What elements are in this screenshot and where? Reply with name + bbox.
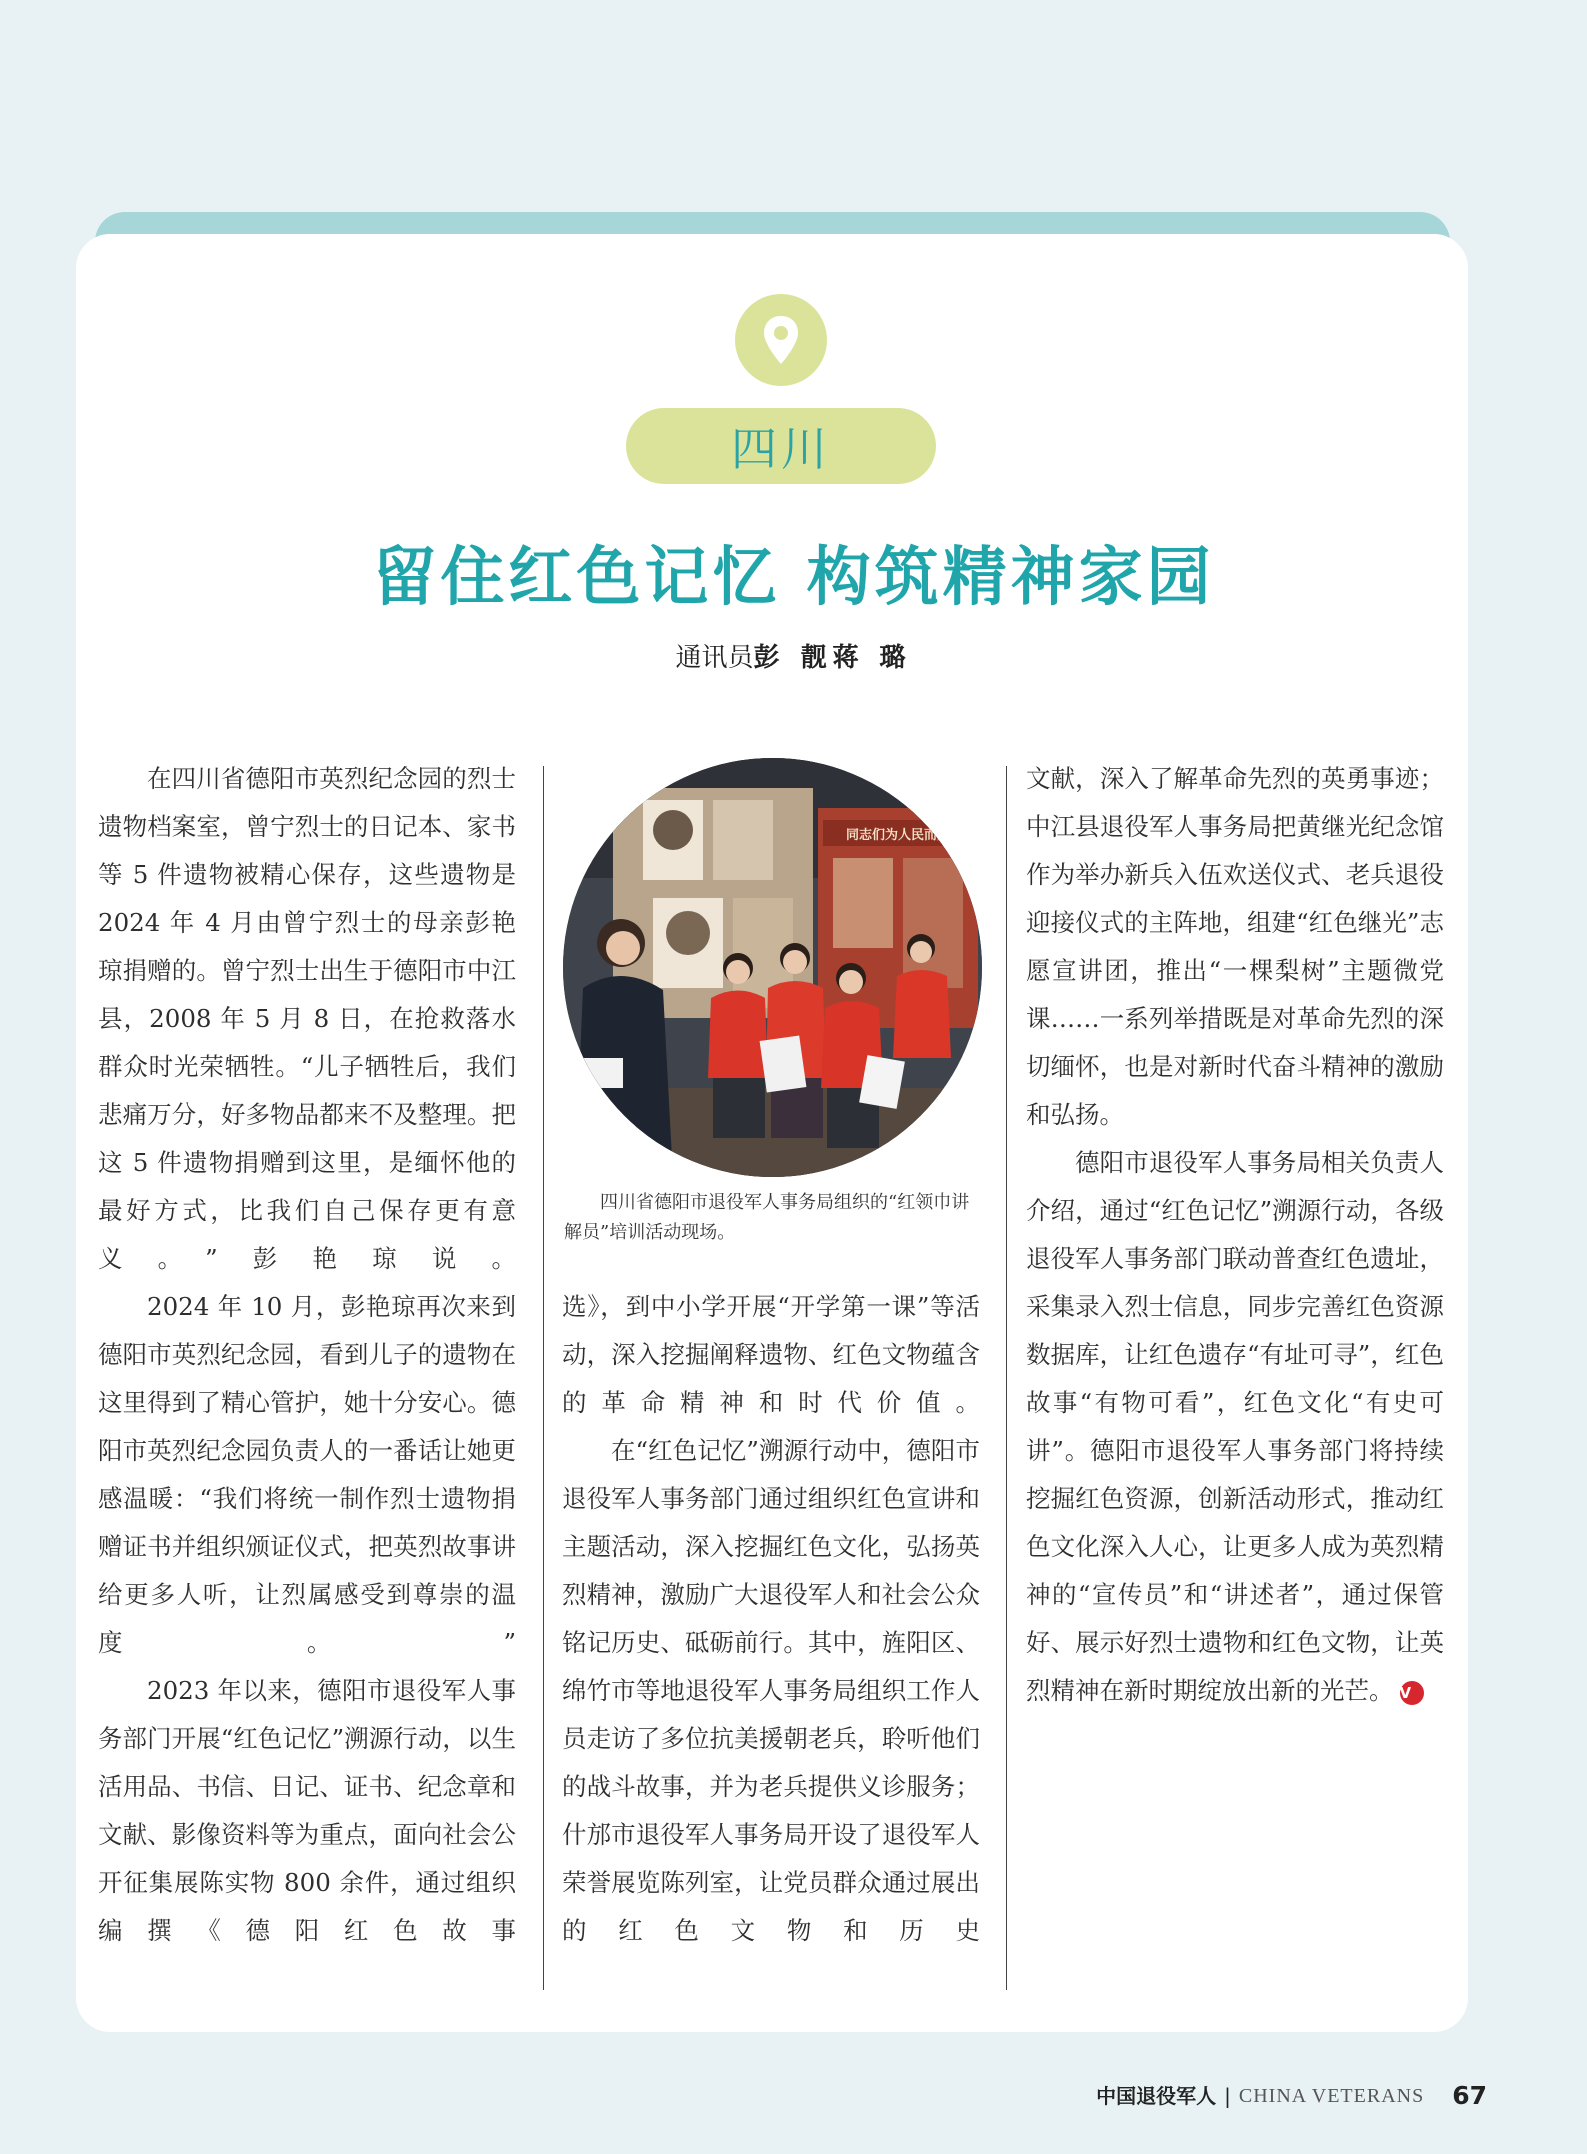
magazine-name-cn: 中国退役军人 (1096, 2084, 1217, 2108)
paragraph: 在“红色记忆”溯源行动中，德阳市退役军人事务部门通过组织红色宣讲和主题活动，深入挖掘红色文化，弘扬英烈精神，激励广大退役军人和社会公众铭记历史、砥砺前行。其中，旌阳区、绵竹市等地退役军人事务局组织工作人员走访了多位抗美援朝老兵，聆听他们的战斗故事，并为老兵提供义诊服务；什邡市退役军人事务局开设了退役军人荣誉展览陈列室，让党员群众通过展出的红色文物和历史 (562, 1436, 980, 1945)
location-pin-badge (735, 294, 827, 386)
column-divider (1006, 766, 1007, 1990)
byline (0, 636, 1587, 680)
byline-role: 通讯员 (675, 643, 754, 673)
paragraph: 2024 年 10 月，彭艳琼再次来到德阳市英烈纪念园，看到儿子的遗物在这里得到了精心管护，她十分安心。德阳市英烈纪念园负责人的一番话让她更感温暖：“我们将统一制作烈士遗物捐赠证书并组织颁证仪式，把英烈故事讲给更多人听，让烈属感受到尊崇的温度。” (98, 1292, 516, 1657)
paragraph: 在四川省德阳市英烈纪念园的烈士遗物档案室，曾宁烈士的日记本、家书等 5 件遗物被精心保存，这些遗物是 2024 年 4 月由曾宁烈士的母亲彭艳琼捐赠的。曾宁烈士出生于德阳市中江县，2008 年 5 月 8 日，在抢救落水群众时光荣牺牲。“儿子牺牲后，我们悲痛万分，好多物品都来不及整理。把这 5 件遗物捐赠到这里，是缅怀他的最好方式，比我们自己保存更有意义。”彭艳琼说。 (98, 764, 516, 1273)
article-title: 留住红色记忆 构筑精神家园 (372, 541, 1215, 615)
magazine-name-en: CHINA VETERANS (1238, 2085, 1425, 2107)
region-label: 四川 (626, 408, 936, 484)
paragraph: 文献，深入了解革命先烈的英勇事迹；中江县退役军人事务局把黄继光纪念馆作为举办新兵入伍欢送仪式、老兵退役迎接仪式的主阵地，组建“红色继光”志愿宣讲团，推出“一棵梨树”主题微党课……一系列举措既是对革命先烈的深切缅怀，也是对新时代奋斗精神的激励和弘扬。 (1026, 764, 1444, 1129)
column-divider (543, 766, 544, 1990)
byline-names: 彭 靓蒋 璐 (753, 643, 912, 673)
photo-caption: 四川省德阳市退役军人事务局组织的“红领巾讲解员”培训活动现场。 (564, 1192, 970, 1243)
paragraph: 选》，到中小学开展“开学第一课”等活动，深入挖掘阐释遗物、红色文物蕴含的革命精神和时代价值。 (562, 1292, 980, 1417)
photo-illustration (563, 758, 982, 1177)
page-footer (1096, 2076, 1487, 2116)
article-column-3 (1026, 755, 1444, 1715)
paragraph: 2023 年以来，德阳市退役军人事务部门开展“红色记忆”溯源行动，以生活用品、书信、日记、证书、纪念章和文献、影像资料等为重点，面向社会公开征集展陈实物 800 余件，通过组织编撰《德阳红色故事 (98, 1676, 516, 1945)
paragraph-text: 德阳市退役军人事务局相关负责人介绍，通过“红色记忆”溯源行动，各级退役军人事务部门联动普查红色遗址，采集录入烈士信息，同步完善红色资源数据库，让红色遗存“有址可寻”，红色故事“有物可看”，红色文化“有史可讲”。德阳市退役军人事务部门将持续挖掘红色资源，创新活动形式，推动红色文化深入人心，让更多人成为英烈精神的“宣传员”和“讲述者”，通过保管好、展示好烈士遗物和红色文物，让英烈精神在新时期绽放出新的光芒。 (1026, 1148, 1444, 1705)
page-number: 67 (1452, 2081, 1487, 2110)
location-pin-icon (761, 314, 801, 366)
article-photo (563, 758, 982, 1177)
end-mark-icon: V (1400, 1681, 1424, 1705)
article-column-2 (562, 1283, 980, 1955)
article-column-1 (98, 755, 516, 1955)
exhibit-wall-sign: 同志们为人民而死 (845, 828, 951, 843)
footer-separator: | (1224, 2084, 1231, 2108)
paragraph-final (1026, 1139, 1444, 1715)
